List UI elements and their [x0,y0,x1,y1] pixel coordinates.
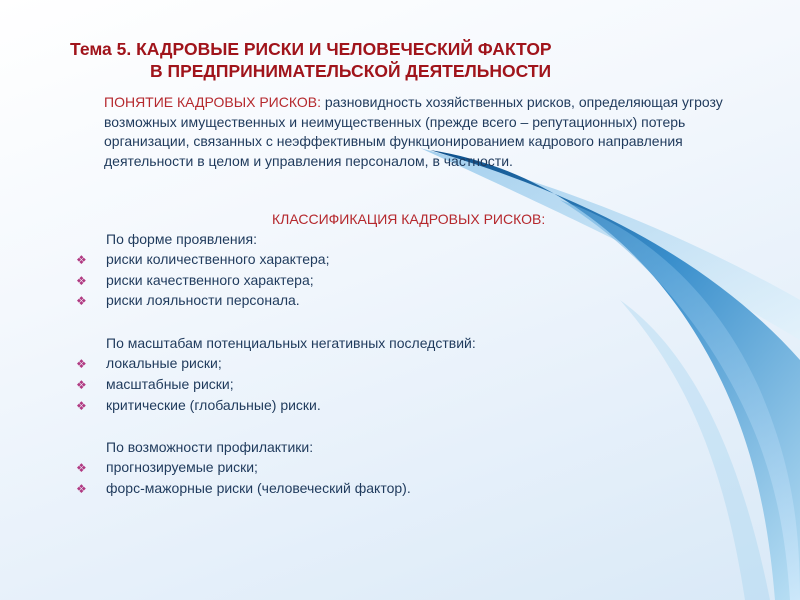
bullet-icon: ❖ [76,294,87,308]
list-item [76,272,314,292]
list-item [76,376,234,396]
group-label-form: По форме проявления: [106,231,257,247]
list-item [76,292,300,312]
list-item-text: риски качественного характера; [106,272,314,288]
definition-text: разновидность хозяйственных рисков, определяющая угрозу возможных имущественных и неимущественных (прежде всего – репутационных) потерь организации, связанных с неэффективным функционированием кадрового направления деятельности в целом и управления персоналом, в частности. [104,94,723,169]
list-item-text: риски лояльности персонала. [106,292,300,308]
classification-heading: КЛАССИФИКАЦИЯ КАДРОВЫХ РИСКОВ: [272,211,546,227]
bullet-icon: ❖ [76,399,87,413]
group-label-scale: По масштабам потенциальных негативных последствий: [106,335,476,351]
list-item [76,459,258,479]
list-item [76,480,411,500]
bullet-icon: ❖ [76,253,87,267]
bullet-icon: ❖ [76,357,87,371]
list-item [76,397,321,417]
slide-title [70,38,552,82]
list-item-text: прогнозируемые риски; [106,459,258,475]
bullet-icon: ❖ [76,482,87,496]
title-line-1: Тема 5. КАДРОВЫЕ РИСКИ И ЧЕЛОВЕЧЕСКИЙ ФАКТОР [70,39,552,59]
list-item-text: критические (глобальные) риски. [106,397,321,413]
definition-term: ПОНЯТИЕ КАДРОВЫХ РИСКОВ: [104,94,321,110]
title-line-2: В ПРЕДПРИНИМАТЕЛЬСКОЙ ДЕЯТЕЛЬНОСТИ [150,61,552,81]
group-label-prevention: По возможности профилактики: [106,439,314,455]
list-item-text: риски количественного характера; [106,251,330,267]
list-item [76,355,222,375]
bullet-icon: ❖ [76,461,87,475]
list-item-text: масштабные риски; [106,376,234,392]
list-item-text: форс-мажорные риски (человеческий фактор). [106,480,411,496]
bullet-icon: ❖ [76,378,87,392]
definition-paragraph [104,93,754,171]
list-item [76,251,329,271]
bullet-icon: ❖ [76,274,87,288]
list-item-text: локальные риски; [106,355,222,371]
